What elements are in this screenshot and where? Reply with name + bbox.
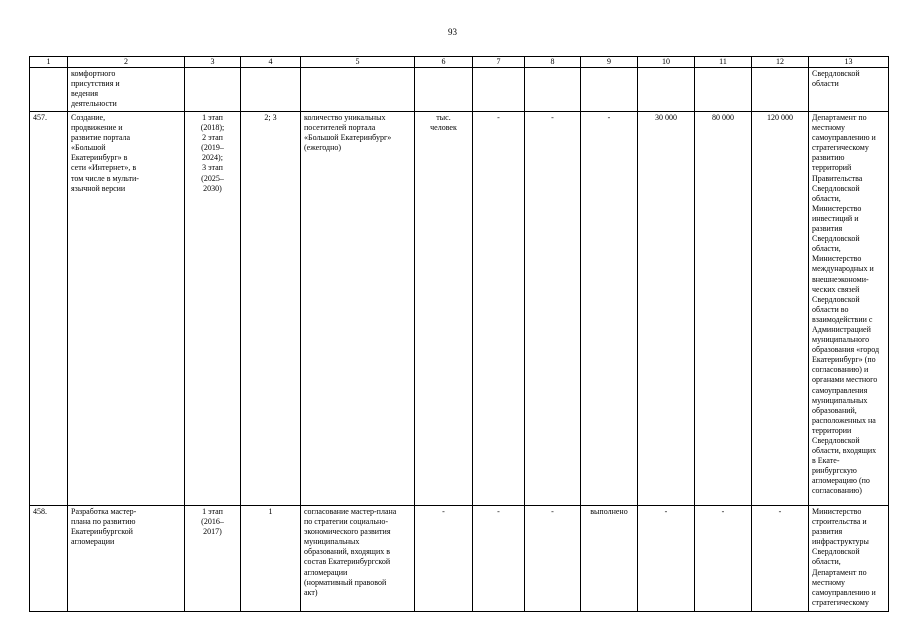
cell-value-7: - [473,506,525,612]
cell-value-9: - [581,112,638,506]
table-row-457 [30,112,889,506]
column-number: 6 [415,57,473,68]
column-number: 11 [695,57,752,68]
column-number: 10 [638,57,695,68]
cell-stage [185,68,241,112]
cell-indicator: согласование мастер-плана по стратегии социально- экономического развития муниципальных образований, входящих в состав Екатеринбургской агломерации (нормативный правовой акт) [301,506,415,612]
cell-value-12: 120 000 [752,112,809,506]
column-number: 4 [241,57,301,68]
cell-task-ref: 2; 3 [241,112,301,506]
cell-unit: - [415,506,473,612]
column-number: 2 [68,57,185,68]
column-number: 3 [185,57,241,68]
cell-responsible: Министерство строительства и развития инфраструктуры Свердловской области, Департамент по местному самоуправлению и стратегическому [809,506,889,612]
column-number: 13 [809,57,889,68]
column-number: 8 [525,57,581,68]
cell-task-ref [241,68,301,112]
cell-measure-name: Создание, продвижение и развитие портала «Большой Екатеринбург» в сети «Интернет», в том числе в мульти- язычной версии [68,112,185,506]
cell-value-7 [473,68,525,112]
cell-value-11: - [695,506,752,612]
cell-task-ref: 1 [241,506,301,612]
cell-value-10 [638,68,695,112]
column-number-row [30,57,889,68]
column-number: 1 [30,57,68,68]
cell-value-12 [752,68,809,112]
table-row-continuation [30,68,889,112]
cell-row-number: 457. [30,112,68,506]
column-number: 12 [752,57,809,68]
cell-measure-name: Разработка мастер- плана по развитию Екатеринбургской агломерации [68,506,185,612]
page-number: 93 [448,27,457,37]
cell-unit: тыс. человек [415,112,473,506]
cell-value-7: - [473,112,525,506]
cell-value-9: выполнено [581,506,638,612]
cell-responsible: Свердловской области [809,68,889,112]
cell-value-8: - [525,506,581,612]
cell-stage: 1 этап (2018); 2 этап (2019– 2024); 3 этап (2025– 2030) [185,112,241,506]
cell-value-8 [525,68,581,112]
cell-indicator [301,68,415,112]
table-row-458 [30,506,889,612]
column-number: 7 [473,57,525,68]
cell-responsible: Департамент по местному самоуправлению и стратегическому развитию территорий Правительства Свердловской области, Министерство инвестиций и развития Свердловской области, Министерство международных и внешнеэкономи- ческих связей Свердловской области во взаимодействии с Администрацией муниципального образования «город Екатеринбург» (по согласованию) и органами местного самоуправления муниципальных образований, расположенных на территории Свердловской области, входящих в Екате- ринбургскую агломерацию (по согласованию) [809,112,889,506]
column-number: 9 [581,57,638,68]
cell-value-9 [581,68,638,112]
cell-value-11 [695,68,752,112]
cell-unit [415,68,473,112]
cell-value-10: - [638,506,695,612]
cell-value-12: - [752,506,809,612]
cell-indicator: количество уникальных посетителей портала «Большой Екатеринбург» (ежегодно) [301,112,415,506]
cell-row-number [30,68,68,112]
cell-stage: 1 этап (2016– 2017) [185,506,241,612]
column-number: 5 [301,57,415,68]
cell-value-8: - [525,112,581,506]
cell-value-10: 30 000 [638,112,695,506]
cell-measure-name: комфортного присутствия и ведения деятельности [68,68,185,112]
cell-row-number: 458. [30,506,68,612]
cell-value-11: 80 000 [695,112,752,506]
data-table [29,56,889,612]
